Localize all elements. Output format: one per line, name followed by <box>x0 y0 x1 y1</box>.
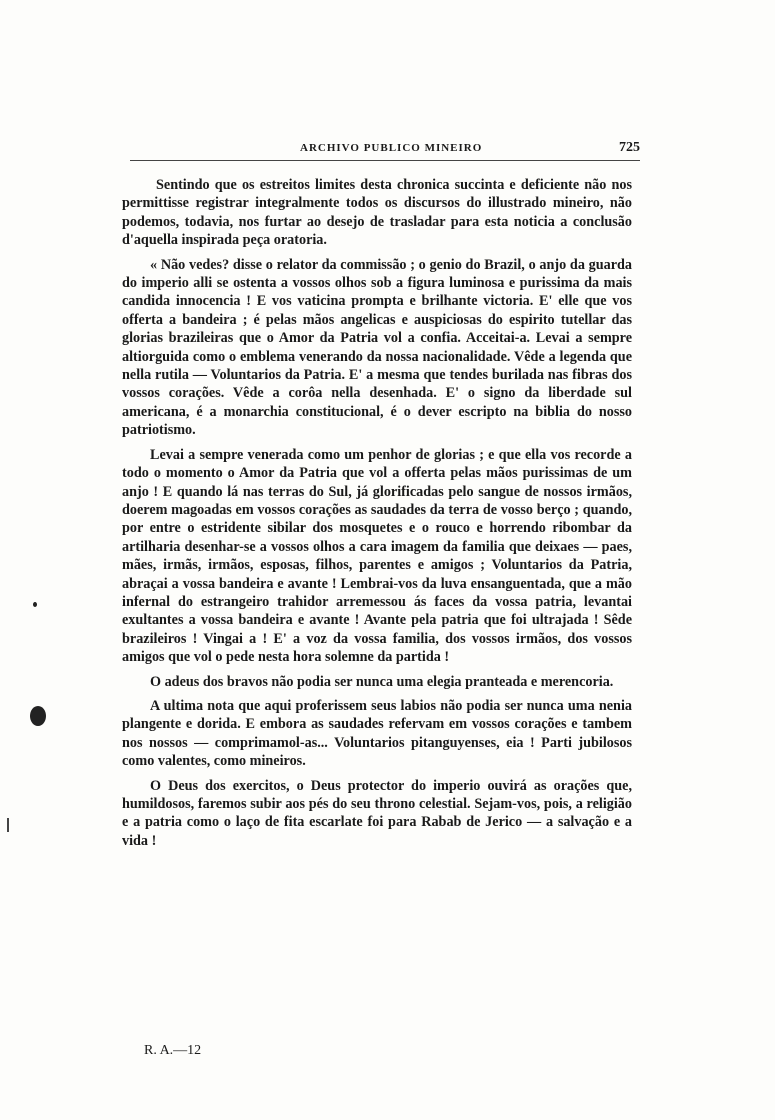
paragraph: Levai a sempre venerada como um penhor de glorias ; e que ella vos recorde a todo o momento o Amor da Patria que vol a offerta pelas mãos purissimas de um anjo ! E quando lá nas terras do Sul, já glorificadas pelo sangue de nossos irmãos, doerem magoadas em vossos corações as saudades da terra de vosso berço ; quando, por entre o estridente sibilar dos mosquetes e o rouco e horrendo ribombar da artilharia desenhar-se a vossos olhos a cara imagem da familia que deixaes — paes, mães, irmãs, irmãos, esposas, filhos, parentes e amigos ; Voluntarios da Patria, abraçai a vossa bandeira e avante ! Lembrai-vos da luva ensanguentada, que a mão infernal do estrangeiro trahidor arremessou ás faces da vossa patria, levantai exultantes a vossa bandeira e avante ! Avante pela patria que foi ultrajada ! Sêde brazileiros ! Vingai a ! E' a voz da vossa familia, dos vossos irmãos, dos vossos amigos que vol o pede nesta hora solemne da partida ! <box>122 446 632 666</box>
ink-speck <box>33 602 37 607</box>
page-number: 725 <box>619 140 640 155</box>
page-header <box>130 140 640 161</box>
ink-blot <box>30 706 46 726</box>
paragraph: A ultima nota que aqui proferissem seus labios não podia ser nunca uma nenia plangente e dorida. E embora as saudades refervam em vossos corações e tambem nos nossos — comprimamol-as... Voluntarios pitanguyenses, eia ! Parti jubilosos como valentes, como mineiros. <box>122 697 632 770</box>
paragraph: O Deus dos exercitos, o Deus protector do imperio ouvirá as orações que, humildosos, faremos subir aos pés do seu throno celestial. Sejam-vos, pois, a religião e a patria como o laço de fita escarlate foi para Rabab de Jerico — a salvação e a vida ! <box>122 777 632 849</box>
paragraph: Sentindo que os estreitos limites desta chronica succinta e deficiente não nos permittisse registrar integralmente todos os discursos do illustrado mineiro, não podemos, todavia, nos furtar ao desejo de trasladar para esta noticia a conclusão d'aquella inspirada peça oratoria. <box>122 177 632 249</box>
running-title: ARCHIVO PUBLICO MINEIRO <box>300 142 483 154</box>
paragraph: O adeus dos bravos não podia ser nunca uma elegia pranteada e merencoria. <box>150 673 614 690</box>
page-body <box>122 176 632 856</box>
paragraph: « Não vedes? disse o relator da commissão ; o genio do Brazil, o anjo da guarda do imperio alli se ostenta a vossos olhos sob a figura luminosa e purissima da mais candida innocencia ! E vos vaticina prompta e brilhante victoria. E' elle que vos offerta a bandeira ; é pelas mãos angelicas e auspiciosas do espirito tutellar das glorias brazileiras que o Amor da Patria vol a confia. Acceitai-a. Levai a sempre altiorguida como o emblema venerando da nossa nacionalidade. Vêde a legenda que nella rutila — Voluntarios da Patria. E' a mesma que tendes burilada nas fibras dos vossos corações. Vêde a corôa nella desenhada. E' o signo da liberdade sul americana, é a monarchia constitucional, é o dever escripto na biblia do nosso patriotismo. <box>122 256 632 439</box>
signature-mark: R. A.—12 <box>144 1043 202 1058</box>
margin-mark <box>7 818 9 832</box>
